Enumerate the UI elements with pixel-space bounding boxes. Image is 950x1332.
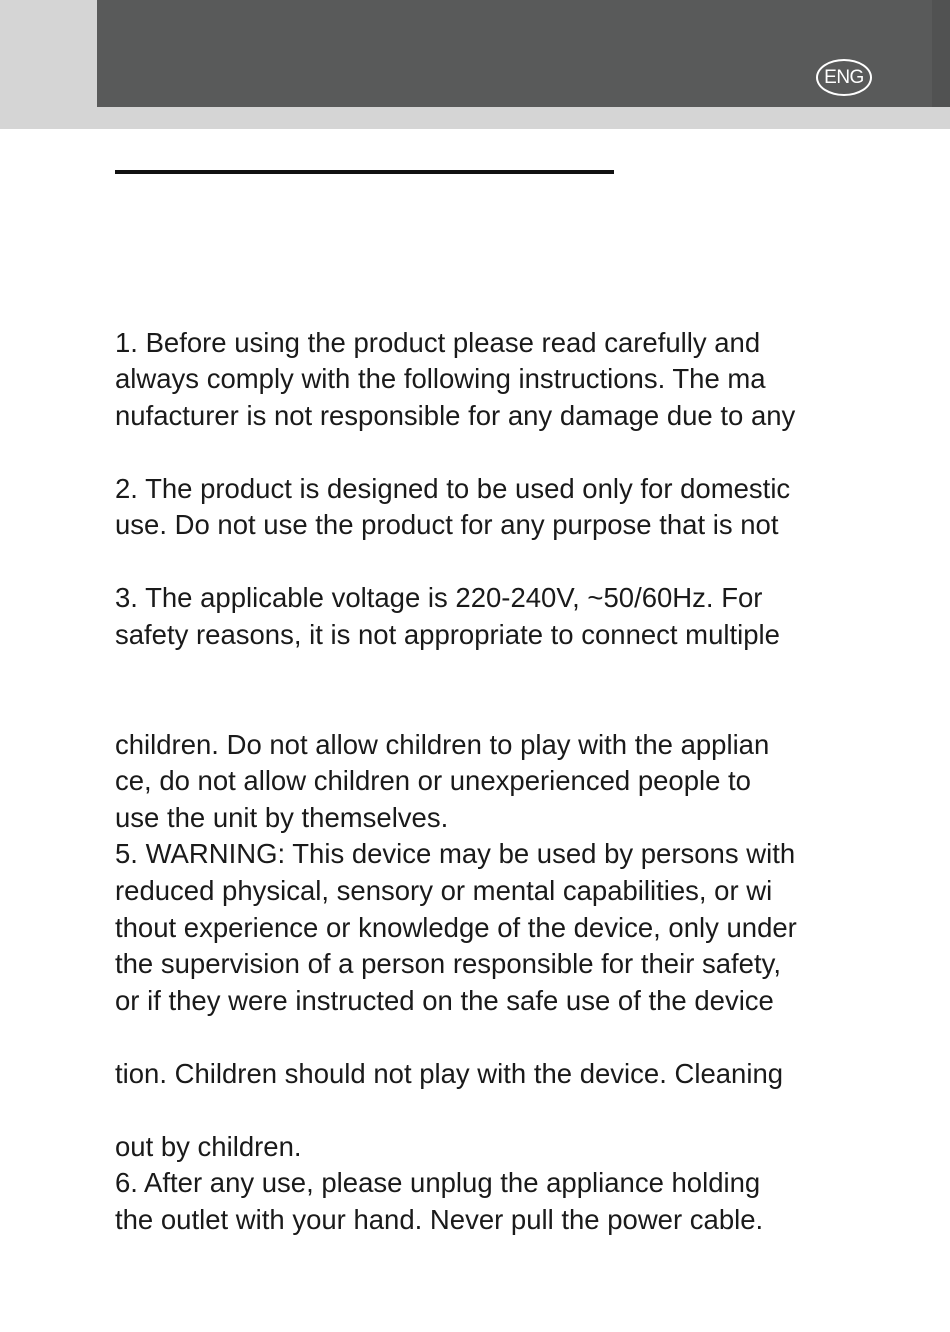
header-bar [97, 0, 950, 107]
body-line: nufacturer is not responsible for any damage due to any [115, 400, 796, 431]
body-line: the outlet with your hand. Never pull the power cable. [115, 1204, 764, 1235]
body-line: reduced physical, sensory or mental capabilities, or wi [115, 875, 773, 906]
body-line: 6. After any use, please unplug the appliance holding [115, 1167, 761, 1198]
body-line: tion. Children should not play with the device. Cleaning [115, 1058, 784, 1089]
body-line: thout experience or knowledge of the device, only under [115, 912, 797, 943]
body-line: always comply with the following instructions. The ma [115, 363, 766, 394]
body-line: use. Do not use the product for any purpose that is not [115, 509, 779, 540]
body-line: 5. WARNING: This device may be used by persons with [115, 838, 796, 869]
body-line: ce, do not allow children or unexperienced people to [115, 765, 751, 796]
body-line: 1. Before using the product please read carefully and [115, 327, 761, 358]
body-line: or if they were instructed on the safe use of the device [115, 985, 774, 1016]
body-line: safety reasons, it is not appropriate to connect multiple [115, 619, 780, 650]
body-line: out by children. [115, 1131, 302, 1162]
body-line: 3. The applicable voltage is 220-240V, ~50/60Hz. For [115, 582, 763, 613]
body-line: 2. The product is designed to be used only for domestic [115, 473, 791, 504]
header-bar-edge [932, 0, 950, 107]
title-underline [115, 170, 614, 174]
body-line: the supervision of a person responsible for their safety, [115, 948, 781, 979]
body-line: use the unit by themselves. [115, 802, 449, 833]
body-line: children. Do not allow children to play with the applian [115, 729, 770, 760]
language-badge: ENG [816, 59, 872, 96]
